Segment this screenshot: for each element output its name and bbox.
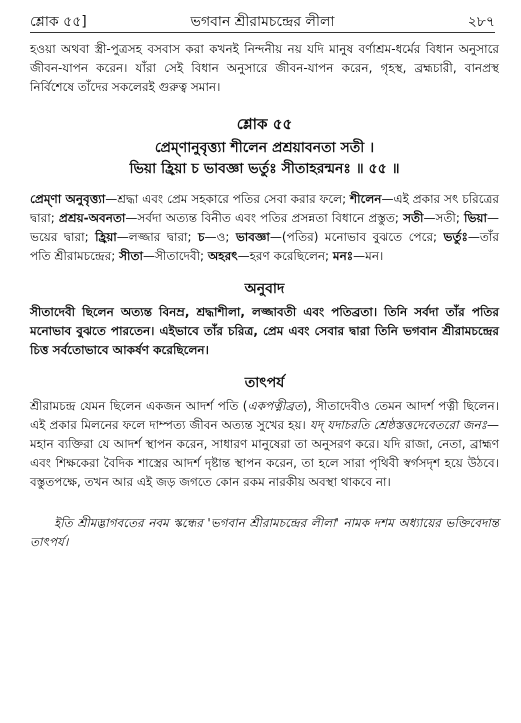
synonym-term: প্রশ্রয়-অবনতা xyxy=(58,211,126,225)
synonym-term: সতী xyxy=(403,211,424,225)
purport-part-3: —মহান ব্যক্তিরা যে আদর্শ স্থাপন করেন, সাধারণ মানুষেরা তা অনুসরণ করে। যদি রাজা, নেতা, ব্রাহ্মণ এবং শিক্ষকেরা বৈদিক শাস্ত্রের আদর্শ দৃষ্টান্ত স্থাপন করেন, তা হলে সারা পৃথিবী স্বর্গসদৃশ হয়ে উঠবে। বস্তুতপক্ষে, তখন আর এই জড় জগতে কোন রকম নারকীয় অবস্থা থাকবে না। xyxy=(30,418,500,489)
header-chapter-title: ভগবান শ্রীরামচন্দ্রের লীলা xyxy=(190,14,335,30)
purport-part-1: শ্রীরামচন্দ্র যেমন ছিলেন একজন আদর্শ পতি ( xyxy=(30,399,248,413)
page-body xyxy=(30,40,499,552)
chapter-colophon: ইতি শ্রীমদ্ভাগবতের নবম স্কন্ধের 'ভগবান শ্রীরামচন্দ্রের লীলা' নামক দশম অধ্যায়ের ভক্তিবেদান্ত তাৎপর্য। xyxy=(30,516,499,549)
synonym-meaning: —সীতাদেবী; xyxy=(142,249,208,263)
intro-paragraph: হওয়া অথবা স্ত্রী-পুত্রসহ বসবাস করা কখনই নিন্দনীয় নয় যদি মানুষ বর্ণাশ্রম-ধর্মের বিধান অনুসারে জীবন-যাপন করেন। যাঁরা সেই বিধান অনুসারে জীবন-যাপন করেন, গৃহস্থ, ব্রহ্মচারী, বানপ্রস্থ নির্বিশেষে তাঁদের সকলেরই গুরুত্ব সমান। xyxy=(30,42,499,94)
synonym-meaning: —সতী; xyxy=(423,211,465,225)
synonym-term: প্রেম্ণা অনুবৃত্ত্যা xyxy=(30,192,106,206)
synonym-meaning: —এই প্রকার সৎ চরিত্রের দ্বারা; xyxy=(30,192,499,225)
synonym-meaning: —ও; xyxy=(204,230,236,244)
translation-text: সীতাদেবী ছিলেন অত্যন্ত বিনম্র, শ্রদ্ধাশীলা, লজ্জাবতী এবং পতিব্রতা। তিনি সর্বদা তাঁর পতির মনোভাব বুঝতে পারতেন। এইভাবে তাঁর চরিত্র, প্রেম এবং সেবার দ্বারা তিনি ভগবান শ্রীরামচন্দ্রের চিত্ত সর্বতোভাবে আকর্ষণ করেছিলেন। xyxy=(30,305,499,357)
synonym-meaning: —সর্বদা অত্যন্ত বিনীত এবং পতির প্রসন্নতা বিধানে প্রস্তুত; xyxy=(125,211,404,225)
header-verse-ref: শ্লোক ৫৫] xyxy=(30,14,87,30)
synonym-term: অহরৎ xyxy=(207,249,238,263)
synonym-meaning: —হরণ করেছিলেন; xyxy=(237,249,333,263)
word-for-word-synonyms xyxy=(30,190,499,266)
synonym-term: ভর্তুঃ xyxy=(443,230,468,244)
synonym-term: শীলেন xyxy=(350,192,382,206)
purport-text xyxy=(30,397,499,492)
synonym-meaning: —মন। xyxy=(353,249,384,263)
synonym-term: ভাবজ্ঞা xyxy=(235,230,270,244)
translation-heading: অনুবাদ xyxy=(244,281,285,297)
purport-heading: তাৎপর্য xyxy=(244,375,285,391)
synonym-term: সীতা xyxy=(119,249,143,263)
page-number: ২৮৭ xyxy=(467,14,495,30)
synonym-term: চ xyxy=(198,230,205,244)
synonym-meaning: —লজ্জার দ্বারা; xyxy=(116,230,199,244)
header-rule xyxy=(30,32,495,33)
verse-line-2: ভিয়া হ্রিয়া চ ভাবজ্ঞা ভর্তুঃ সীতাহরন্মনঃ ॥ ৫৫ ॥ xyxy=(129,161,400,177)
synonym-meaning: —শ্রদ্ধা এবং প্রেম সহকারে পতির সেবা করার ফলে; xyxy=(105,192,351,206)
running-header xyxy=(30,10,495,40)
synonym-meaning: —তাঁর পতি শ্রীরামচন্দ্রের; xyxy=(30,230,499,263)
purport-quote: যদ্ যদাচরতি শ্রেষ্ঠস্তত্তদেবেতরো জনঃ xyxy=(309,418,488,432)
synonym-term: হ্রিয়া xyxy=(95,230,117,244)
synonym-term: মনঃ xyxy=(332,249,354,263)
synonym-meaning: —ভয়ের দ্বারা; xyxy=(30,211,499,244)
purport-italic-1: একপত্নীব্রত xyxy=(247,399,303,413)
verse-line-1: প্রেম্ণানুবৃত্ত্যা শীলেন প্রশ্রয়াবনতা সতী । xyxy=(154,140,375,156)
synonym-meaning: —(পতির) মনোভাব বুঝতে পেরে; xyxy=(269,230,444,244)
synonym-term: ভিয়া xyxy=(464,211,487,225)
sloka-heading: শ্লোক ৫৫ xyxy=(236,115,293,133)
purport-part-2: ), সীতাদেবীও তেমন আদর্শ পত্নী ছিলেন। এই প্রকার মিলনের ফলে দাম্পত্য জীবন অত্যন্ত সুখের হয়। xyxy=(30,399,500,432)
